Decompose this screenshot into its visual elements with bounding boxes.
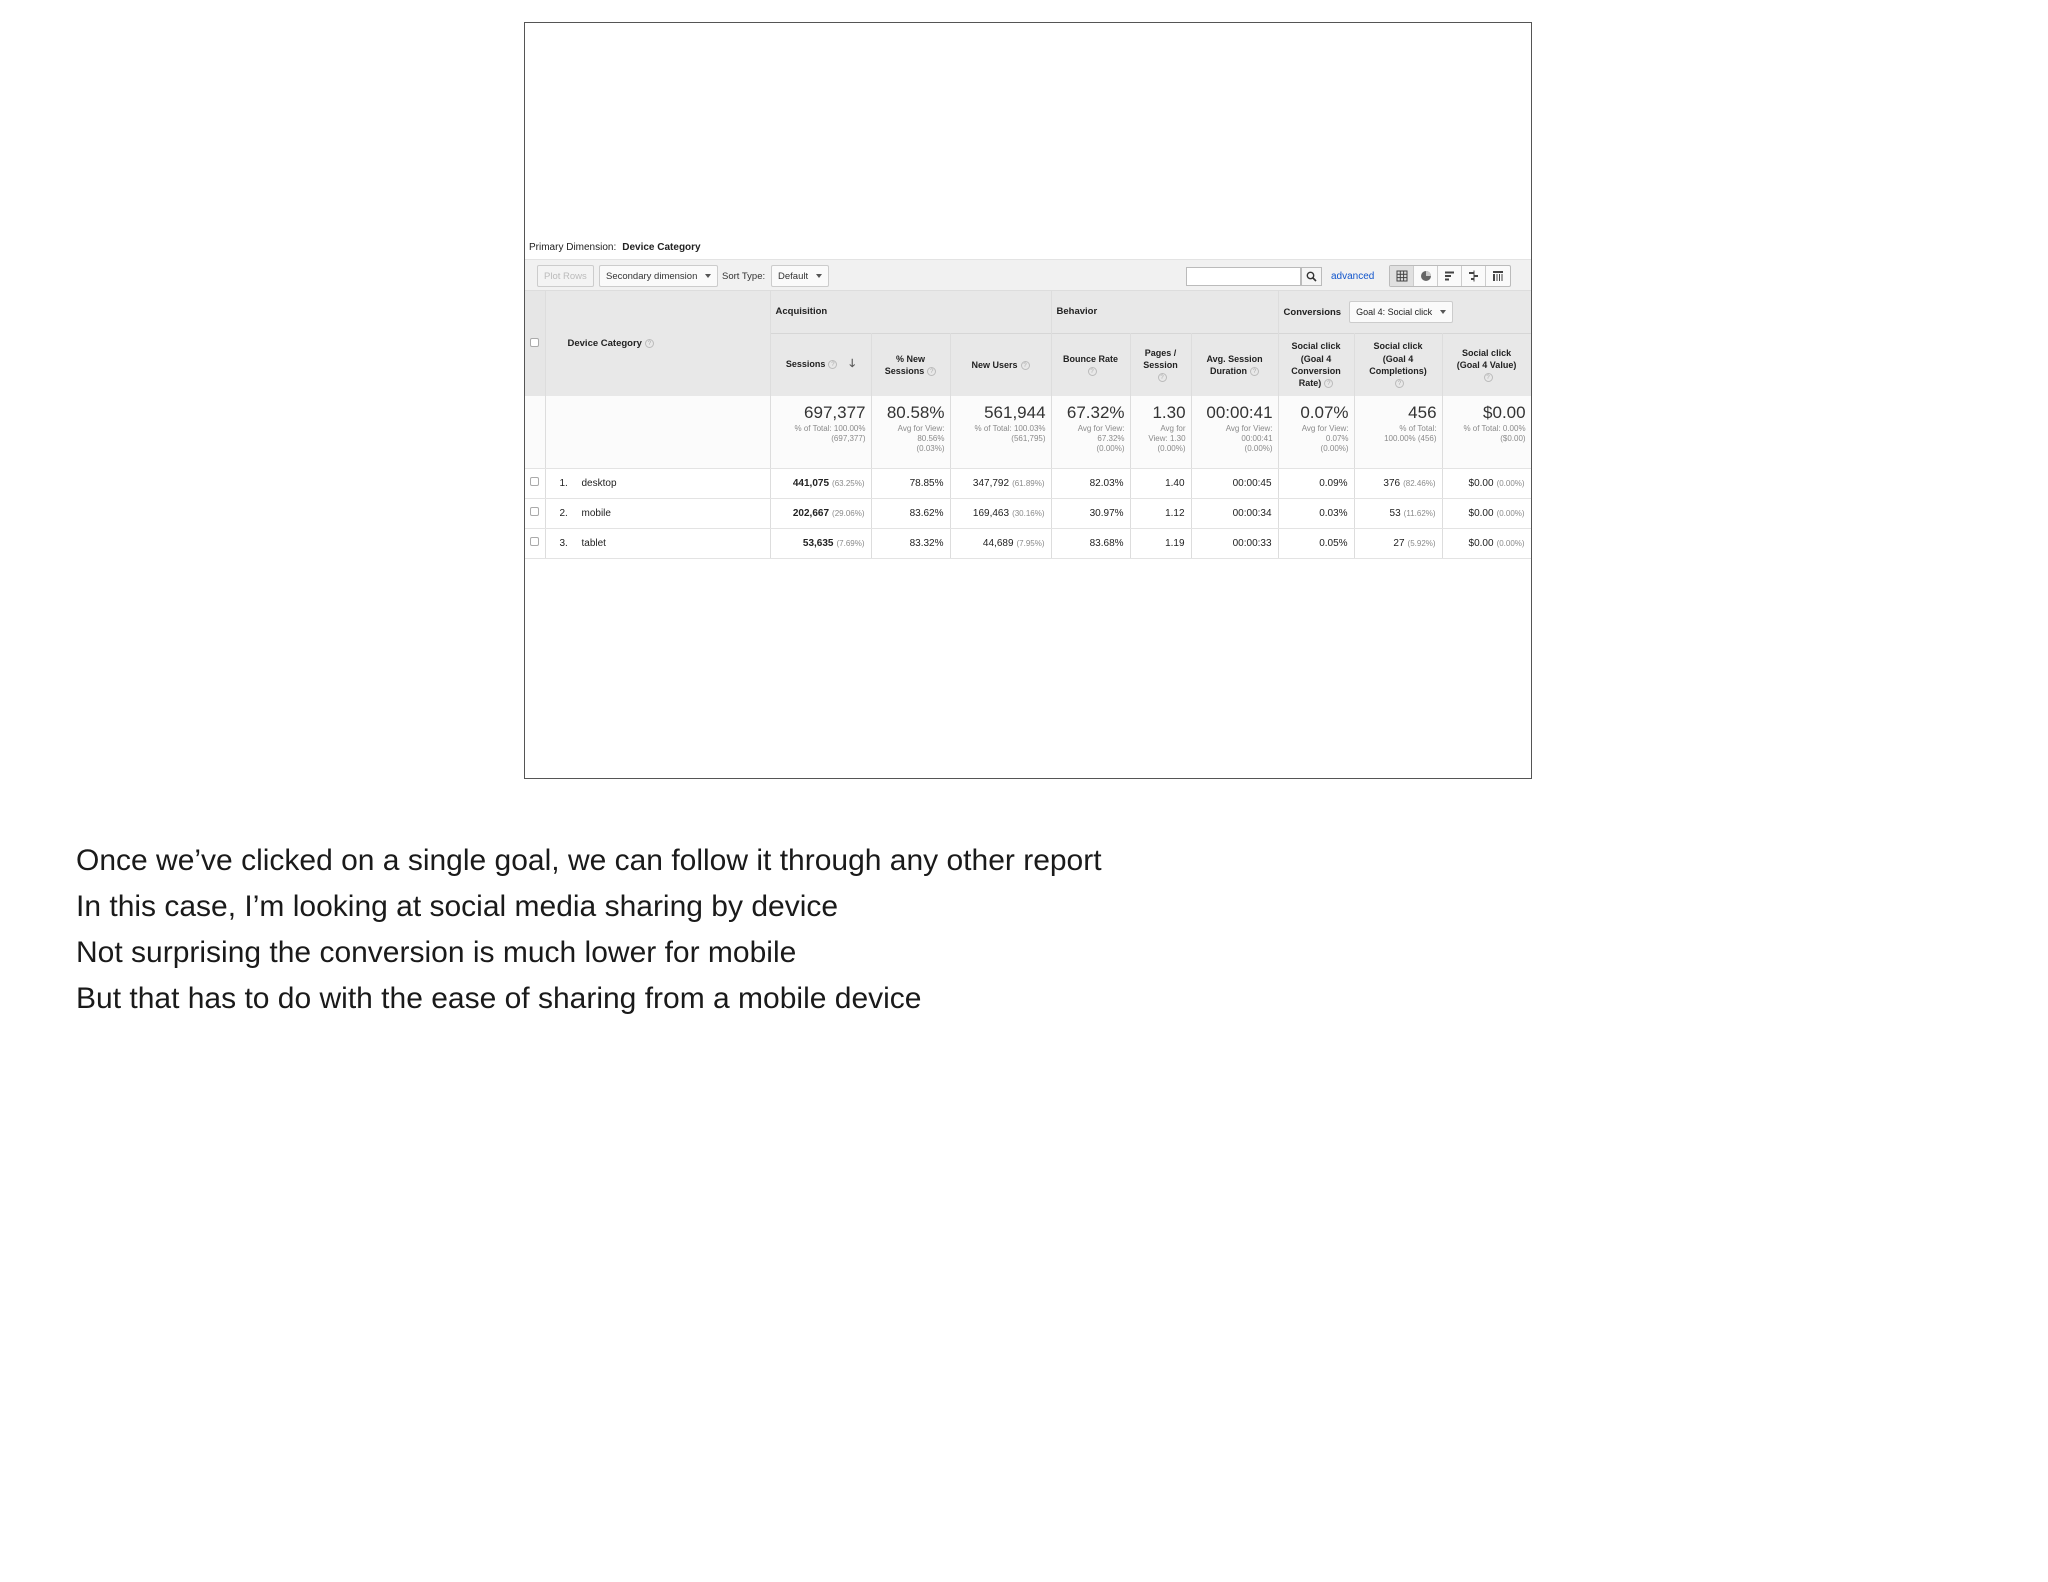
total-completions: 456 % of Total: 100.00% (456) [1354, 396, 1442, 468]
help-icon[interactable]: ? [1250, 367, 1259, 376]
help-icon[interactable]: ? [1395, 379, 1404, 388]
performance-view-button[interactable] [1438, 266, 1462, 286]
row-checkbox[interactable] [530, 477, 539, 486]
table-search-input[interactable] [1186, 267, 1301, 286]
total-sessions: 697,377 % of Total: 100.00% (697,377) [770, 396, 871, 468]
table-row: 1. desktop 441,075 (63.25%) 78.85% 347,792 (61.89%) 82.03% 1.40 00:00:45 0.09% 376 (82.46%) $0.00 (0.00%) [525, 468, 1531, 498]
device-category-header[interactable]: Device Category ? [545, 291, 770, 396]
report-screenshot [524, 22, 1532, 779]
total-new-users: 561,944 % of Total: 100.03% (561,795) [950, 396, 1051, 468]
comparison-icon [1468, 270, 1480, 282]
report-toolbar [525, 259, 1531, 291]
table-row: 3. tablet 53,635 (7.69%) 83.32% 44,689 (7.95%) 83.68% 1.19 00:00:33 0.05% 27 (5.92%) $0.00 (0.00%) [525, 528, 1531, 558]
chevron-down-icon [705, 274, 711, 278]
pct-new-sessions-header[interactable]: % New Sessions ? [871, 333, 950, 396]
device-link[interactable]: desktop [581, 477, 617, 489]
data-table [525, 291, 1532, 559]
help-icon[interactable]: ? [1088, 367, 1097, 376]
device-link[interactable]: tablet [581, 537, 606, 549]
table-view-icon [1396, 270, 1408, 282]
table-row: 2. mobile 202,667 (29.06%) 83.62% 169,463 (30.16%) 30.97% 1.12 00:00:34 0.03% 53 (11.62%) $0.00 (0.00%) [525, 498, 1531, 528]
plot-rows-button[interactable]: Plot Rows [537, 265, 594, 287]
note-line: In this case, I’m looking at social media sharing by device [76, 890, 839, 923]
total-pages-session: 1.30 Avg for View: 1.30 (0.00%) [1130, 396, 1191, 468]
primary-dimension-label: Primary Dimension: [529, 241, 617, 253]
conversions-group-header: Conversions Goal 4: Social click [1278, 291, 1531, 333]
behavior-group-header: Behavior [1051, 291, 1278, 333]
pivot-view-button[interactable] [1486, 266, 1510, 286]
goal-value-header[interactable]: Social click (Goal 4 Value) ? [1442, 333, 1531, 396]
search-icon [1306, 271, 1317, 282]
pivot-icon [1492, 270, 1504, 282]
row-checkbox[interactable] [530, 507, 539, 516]
comparison-view-button[interactable] [1462, 266, 1486, 286]
total-avg-session-duration: 00:00:41 Avg for View: 00:00:41 (0.00%) [1191, 396, 1278, 468]
sort-descending-icon[interactable]: 🡓 [849, 358, 856, 371]
avg-session-duration-header[interactable]: Avg. Session Duration ? [1191, 333, 1278, 396]
help-icon[interactable]: ? [927, 367, 936, 376]
secondary-dimension-dropdown[interactable]: Secondary dimension [599, 265, 718, 287]
help-icon[interactable]: ? [1021, 361, 1030, 370]
help-icon[interactable]: ? [1158, 373, 1167, 382]
table-view-button[interactable] [1390, 266, 1414, 286]
total-bounce-rate: 67.32% Avg for View: 67.32% (0.00%) [1051, 396, 1130, 468]
primary-dimension-value[interactable]: Device Category [622, 241, 701, 253]
completions-header[interactable]: Social click (Goal 4 Completions) ? [1354, 333, 1442, 396]
help-icon[interactable]: ? [828, 360, 837, 369]
total-conversion-rate: 0.07% Avg for View: 0.07% (0.00%) [1278, 396, 1354, 468]
select-all-checkbox[interactable] [530, 338, 539, 347]
note-line: Once we’ve clicked on a single goal, we can follow it through any other report [76, 844, 1102, 877]
note-line: Not surprising the conversion is much lower for mobile [76, 936, 797, 969]
sort-type-label: Sort Type: [722, 270, 766, 282]
help-icon[interactable]: ? [645, 339, 654, 348]
sort-type-dropdown[interactable]: Default [771, 265, 829, 287]
select-all-cell [525, 291, 545, 396]
help-icon[interactable]: ? [1484, 373, 1493, 382]
new-users-header[interactable]: New Users ? [950, 333, 1051, 396]
presenter-notes [76, 838, 1476, 1022]
goal-selector-dropdown[interactable]: Goal 4: Social click [1349, 301, 1453, 323]
bar-chart-icon [1444, 270, 1456, 282]
search-button[interactable] [1301, 267, 1322, 286]
advanced-filter-link[interactable]: advanced [1331, 271, 1375, 282]
row-checkbox[interactable] [530, 537, 539, 546]
note-line: But that has to do with the ease of sharing from a mobile device [76, 982, 922, 1015]
chevron-down-icon [1440, 310, 1446, 314]
bounce-rate-header[interactable]: Bounce Rate ? [1051, 333, 1130, 396]
view-switcher [1389, 265, 1511, 287]
device-link[interactable]: mobile [581, 507, 611, 519]
chevron-down-icon [816, 274, 822, 278]
pages-session-header[interactable]: Pages / Session ? [1130, 333, 1191, 396]
total-pct-new-sessions: 80.58% Avg for View: 80.56% (0.03%) [871, 396, 950, 468]
pie-view-button[interactable] [1414, 266, 1438, 286]
acquisition-group-header: Acquisition [770, 291, 1051, 333]
totals-row [525, 396, 1531, 468]
sessions-header[interactable]: Sessions ? 🡓 [770, 333, 871, 396]
help-icon[interactable]: ? [1324, 379, 1333, 388]
total-goal-value: $0.00 % of Total: 0.00% ($0.00) [1442, 396, 1531, 468]
primary-dimension [529, 237, 701, 257]
pie-chart-icon [1420, 270, 1432, 282]
conversion-rate-header[interactable]: Social click (Goal 4 Conversion Rate) ? [1278, 333, 1354, 396]
